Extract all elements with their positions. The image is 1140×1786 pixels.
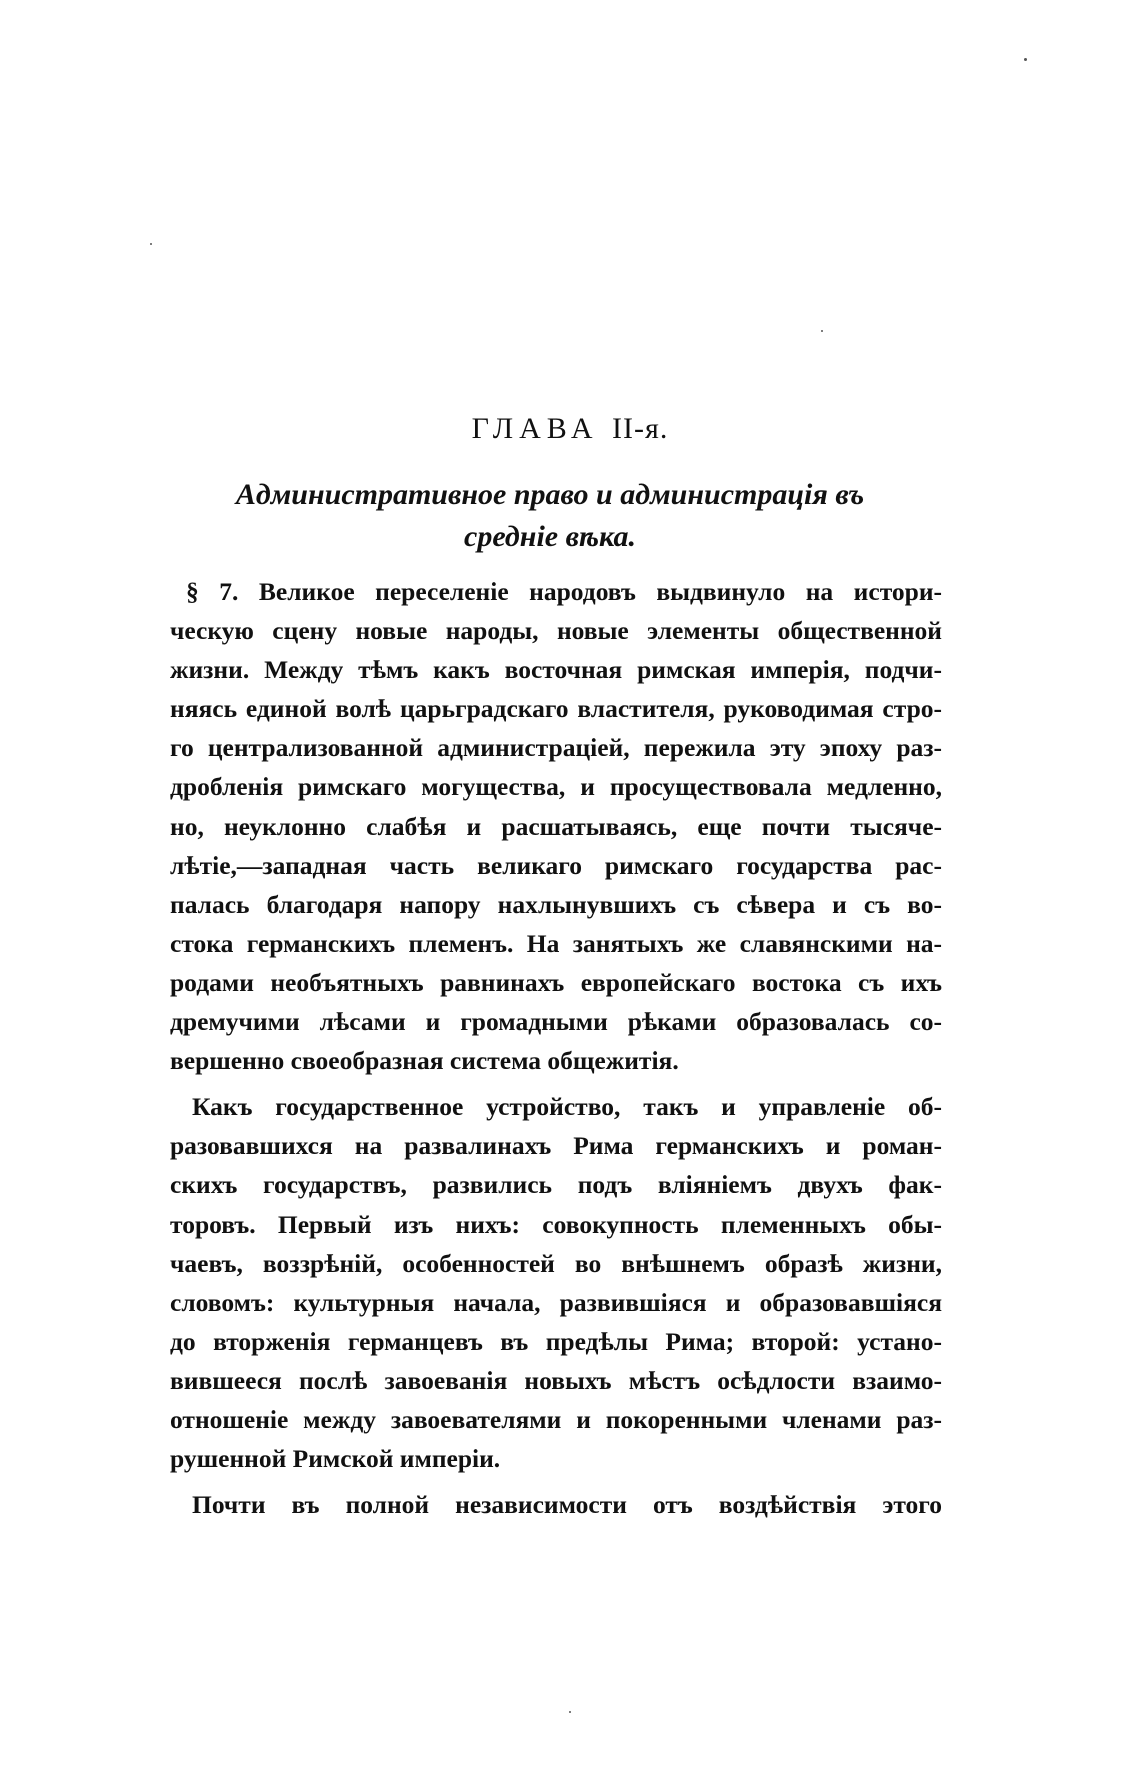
scan-speck xyxy=(569,1711,571,1713)
paragraph xyxy=(170,1485,942,1524)
text-line: но, неуклонно слабѣя и расшатываясь, еще почти тысяче- xyxy=(170,811,942,841)
scan-speck xyxy=(821,330,823,332)
chapter-subtitle-line: средніе вѣка. xyxy=(464,520,636,553)
chapter-subtitle xyxy=(150,474,950,558)
text-line: Почти въ полной независимости отъ воздѣйствія этого xyxy=(192,1490,942,1520)
text-line: ческую сцену новые народы, новые элементы общественной xyxy=(170,616,942,646)
paragraph-section-7 xyxy=(170,572,942,1080)
text-line: вершенно своеобразная система общежитія. xyxy=(170,1046,679,1076)
paragraph-gap xyxy=(170,1080,942,1087)
body-text xyxy=(170,572,942,1524)
text-line: дробленія римскаго могущества, и просуществовала медленно, xyxy=(170,772,942,802)
text-line: дремучими лѣсами и громадными рѣками образовалась со- xyxy=(170,1007,942,1037)
text-line: го централизованной администраціей, пережила эту эпоху раз- xyxy=(170,733,942,763)
paragraph-gap xyxy=(170,1478,942,1485)
chapter-heading-number: II-я. xyxy=(612,412,669,445)
paragraph xyxy=(170,1087,942,1478)
text-line: родами необъятныхъ равнинахъ европейскаго востока съ ихъ xyxy=(170,967,942,997)
scan-speck xyxy=(1024,58,1027,61)
chapter-subtitle-line: Административное право и администрація въ xyxy=(235,478,865,511)
scan-speck xyxy=(150,243,152,245)
text-line: скихъ государствъ, развились подъ вліяніемъ двухъ фак- xyxy=(170,1170,942,1200)
text-line: вившееся послѣ завоеванія новыхъ мѣстъ осѣдлости взаимо- xyxy=(170,1365,942,1395)
text-line: до вторженія германцевъ въ предѣлы Рима; второй: устано- xyxy=(170,1326,942,1356)
chapter-heading-word: ГЛАВА xyxy=(471,412,599,445)
text-line: палась благодаря напору нахлынувшихъ съ сѣвера и съ во- xyxy=(170,889,942,919)
text-line: лѣтіе,—западная часть великаго римскаго государства рас- xyxy=(170,850,942,880)
text-line: жизни. Между тѣмъ какъ восточная римская имперія, подчи- xyxy=(170,655,942,685)
text-line: няясь единой волѣ царьградскаго властителя, руководимая стро- xyxy=(170,694,942,724)
text-line: чаевъ, воззрѣній, особенностей во внѣшнемъ образѣ жизни, xyxy=(170,1248,942,1278)
text-line: словомъ: культурныя начала, развившіяся и образовавшіяся xyxy=(170,1287,942,1317)
text-line: разовавшихся на развалинахъ Рима германскихъ и роман- xyxy=(170,1131,942,1161)
chapter-heading xyxy=(0,412,1140,446)
text-line: § 7. Великое переселеніе народовъ выдвинуло на истори- xyxy=(186,577,942,606)
text-line: стока германскихъ племенъ. На занятыхъ же славянскими на- xyxy=(170,928,942,958)
text-line: отношеніе между завоевателями и покоренными членами раз- xyxy=(170,1404,942,1434)
text-line: Какъ государственное устройство, такъ и управленіе об- xyxy=(192,1092,942,1122)
text-line: торовъ. Первый изъ нихъ: совокупность племенныхъ обы- xyxy=(170,1209,942,1239)
text-line: рушенной Римской имперіи. xyxy=(170,1444,501,1474)
